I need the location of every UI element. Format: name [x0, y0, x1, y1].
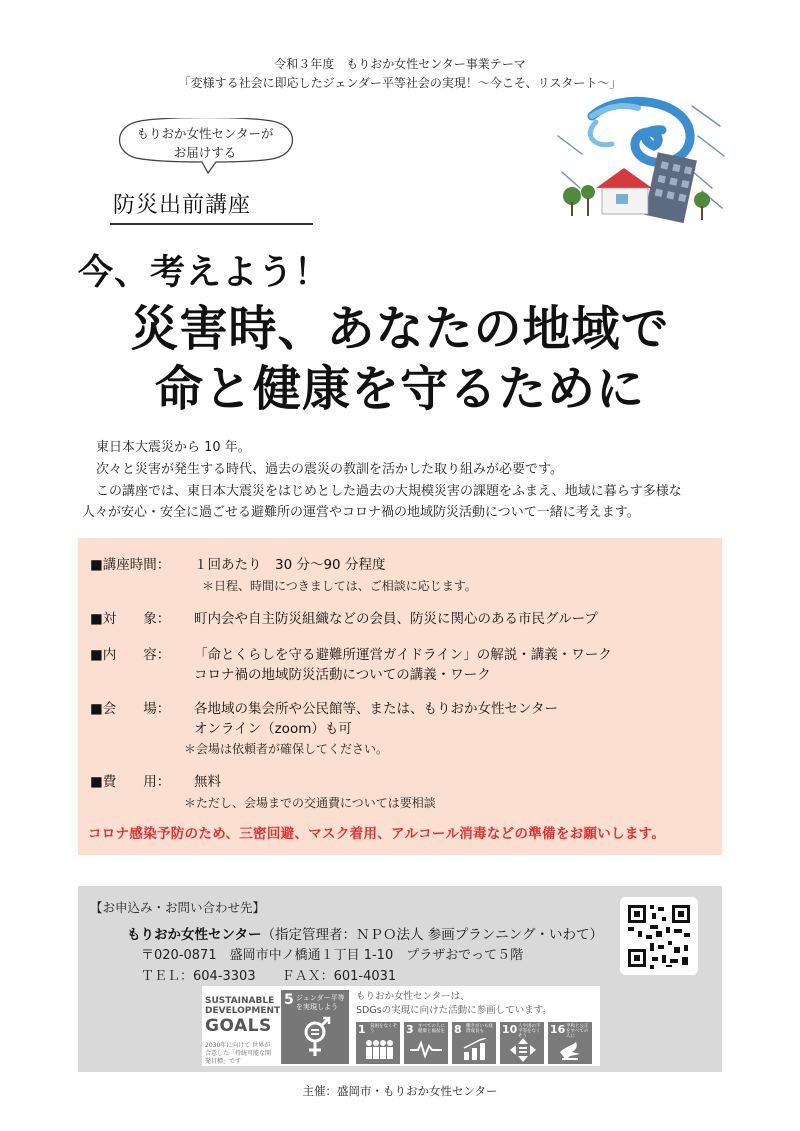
qr-code-icon[interactable]	[620, 897, 698, 975]
course-title: 防災出前講座	[113, 193, 252, 218]
headline-line-3: 命と健康を守るために	[154, 361, 645, 417]
detail-fee-value: 無料	[194, 774, 221, 790]
typhoon-illustration	[552, 96, 727, 226]
sdg-goal-number: 3	[406, 1023, 414, 1036]
bubble-line-2: お届けする	[173, 145, 237, 160]
detail-content	[90, 645, 612, 665]
detail-target-label: ■対 象：	[90, 611, 171, 627]
sdg-goal-5-title: ジェンダー平等を実現しよう	[296, 994, 345, 1011]
detail-content-value-1: 「命とくらしを守る避難所運営ガイドライン」の解説・講義・ワーク	[194, 647, 612, 663]
detail-time	[90, 555, 385, 575]
sdg-goal-number: 1	[358, 1023, 366, 1036]
sdg-goal-title: 平和と公正をすべての人に	[566, 1024, 589, 1039]
sdg-goal-tile	[500, 1022, 544, 1064]
headline-line-2: 災害時、あなたの地域で	[130, 301, 670, 357]
detail-fee-label: ■費 用：	[90, 774, 171, 790]
sdg-goal-number: 10	[502, 1023, 518, 1036]
contact-label: 【お申込み・お問い合わせ先】	[90, 900, 266, 915]
sdg-goal-tile	[452, 1022, 496, 1064]
theme-line-1: 令和３年度 もりおか女性センター事業テーマ	[274, 57, 526, 71]
detail-venue	[90, 699, 558, 719]
sdg-goal-number: 16	[550, 1023, 566, 1036]
host-organizer: 主催：盛岡市・もりおか女性センター	[302, 1084, 498, 1098]
covid-warning: コロナ感染予防のため、三密回避、マスク着用、アルコール消毒などの準備をお願いします。	[88, 826, 666, 842]
contact-address: 〒020-0871 盛岡市中ノ橋通１丁目 1-10 プラザおでって５階	[141, 948, 524, 963]
detail-venue-value-1: 各地域の集会所や公民館等、または、もりおか女性センター	[194, 701, 558, 717]
intro-paragraph-1: 東日本大震災から 10 年。	[96, 440, 251, 455]
detail-time-value: １回あたり 30 分～90 分程度	[194, 557, 386, 573]
bubble-line-1: もりおか女性センターが	[136, 126, 274, 141]
detail-content-value-2: コロナ禍の地域防災活動についての講義・ワーク	[194, 667, 491, 683]
detail-fee-note: ＊ただし、会場までの交通費については要相談	[184, 796, 436, 810]
heartbeat-icon	[410, 1040, 442, 1058]
detail-venue-label: ■会 場：	[90, 701, 171, 717]
contact-phone: ＴＥＬ：604-3303 ＦＡＸ：601-4031	[141, 969, 397, 984]
sdg-goal-title: 働きがいも経済成長も	[466, 1024, 493, 1034]
growth-chart-icon	[462, 1038, 488, 1060]
detail-target-value: 町内会や自主防災組織などの会員、防災に関心のある市民グループ	[194, 611, 598, 627]
course-title-underline	[110, 223, 313, 225]
detail-venue-value-2: オンライン（zoom）も可	[194, 721, 352, 737]
headline-line-1: 今、考えよう！	[78, 253, 331, 293]
sdg-goal-5-number: 5	[284, 992, 294, 1008]
sdg-goal-title: すべての人に健康と福祉を	[418, 1024, 445, 1034]
intro-paragraph-3a: この講座では、東日本大震災をはじめとした過去の大規模災害の課題をふまえ、地域に暮らす多様な	[96, 484, 682, 499]
people-icon	[364, 1038, 394, 1060]
sdg-goal-number: 8	[454, 1023, 462, 1036]
detail-time-note: ＊日程、時間につきましては、ご相談に応じます。	[202, 579, 477, 593]
gender-equality-icon	[298, 1016, 332, 1060]
detail-target	[90, 609, 598, 629]
detail-content-label: ■内 容：	[90, 647, 171, 663]
equality-arrows-icon	[510, 1038, 536, 1062]
intro-paragraph-2: 次々と災害が発生する時代、過去の震災の教訓を活かした取り組みが必要です。	[96, 462, 563, 477]
sdgs-note-line-2: SDGsの実現に向けた活動に参画しています。	[356, 1005, 552, 1016]
sdg-goal-tile	[356, 1022, 400, 1064]
theme-line-2: 「変様する社会に即応したジェンダー平等社会の実現！～今こそ、リスタート～」	[178, 76, 622, 90]
intro-paragraph-3b: 人々が安心・安全に過ごせる避難所の運営やコロナ禍の地域防災活動について一緒に考えます。	[82, 505, 640, 520]
contact-organization	[127, 925, 603, 945]
sdgs-logo-line-2: DEVELOPMENT	[205, 1006, 281, 1016]
contact-org-manager: （指定管理者：ＮＰＯ法人 参画プランニング・いわて）	[261, 927, 603, 943]
sdg-goal-title: 人や国の不平等をなくそう	[518, 1024, 541, 1039]
sdg-goal-title: 貧困をなくそう	[370, 1024, 397, 1034]
sdg-goal-tile	[404, 1022, 448, 1064]
contact-org-name: もりおか女性センター	[127, 927, 262, 943]
sdgs-note-line-1: もりおか女性センターは、	[356, 991, 470, 1002]
detail-venue-note: ＊会場は依頼者が確保してください。	[184, 742, 389, 756]
sdgs-logo-goals: GOALS	[205, 1016, 272, 1036]
detail-time-label: ■講座時間：	[90, 557, 171, 573]
sdgs-logo-caption: 2030年に向けて 世界が合意した「持続可能な開発目標」です	[205, 1042, 272, 1065]
peace-dove-icon	[558, 1038, 584, 1062]
sdg-goal-tile	[548, 1022, 592, 1064]
sdgs-logo-line-1: SUSTAINABLE	[205, 996, 275, 1006]
detail-fee	[90, 772, 221, 792]
